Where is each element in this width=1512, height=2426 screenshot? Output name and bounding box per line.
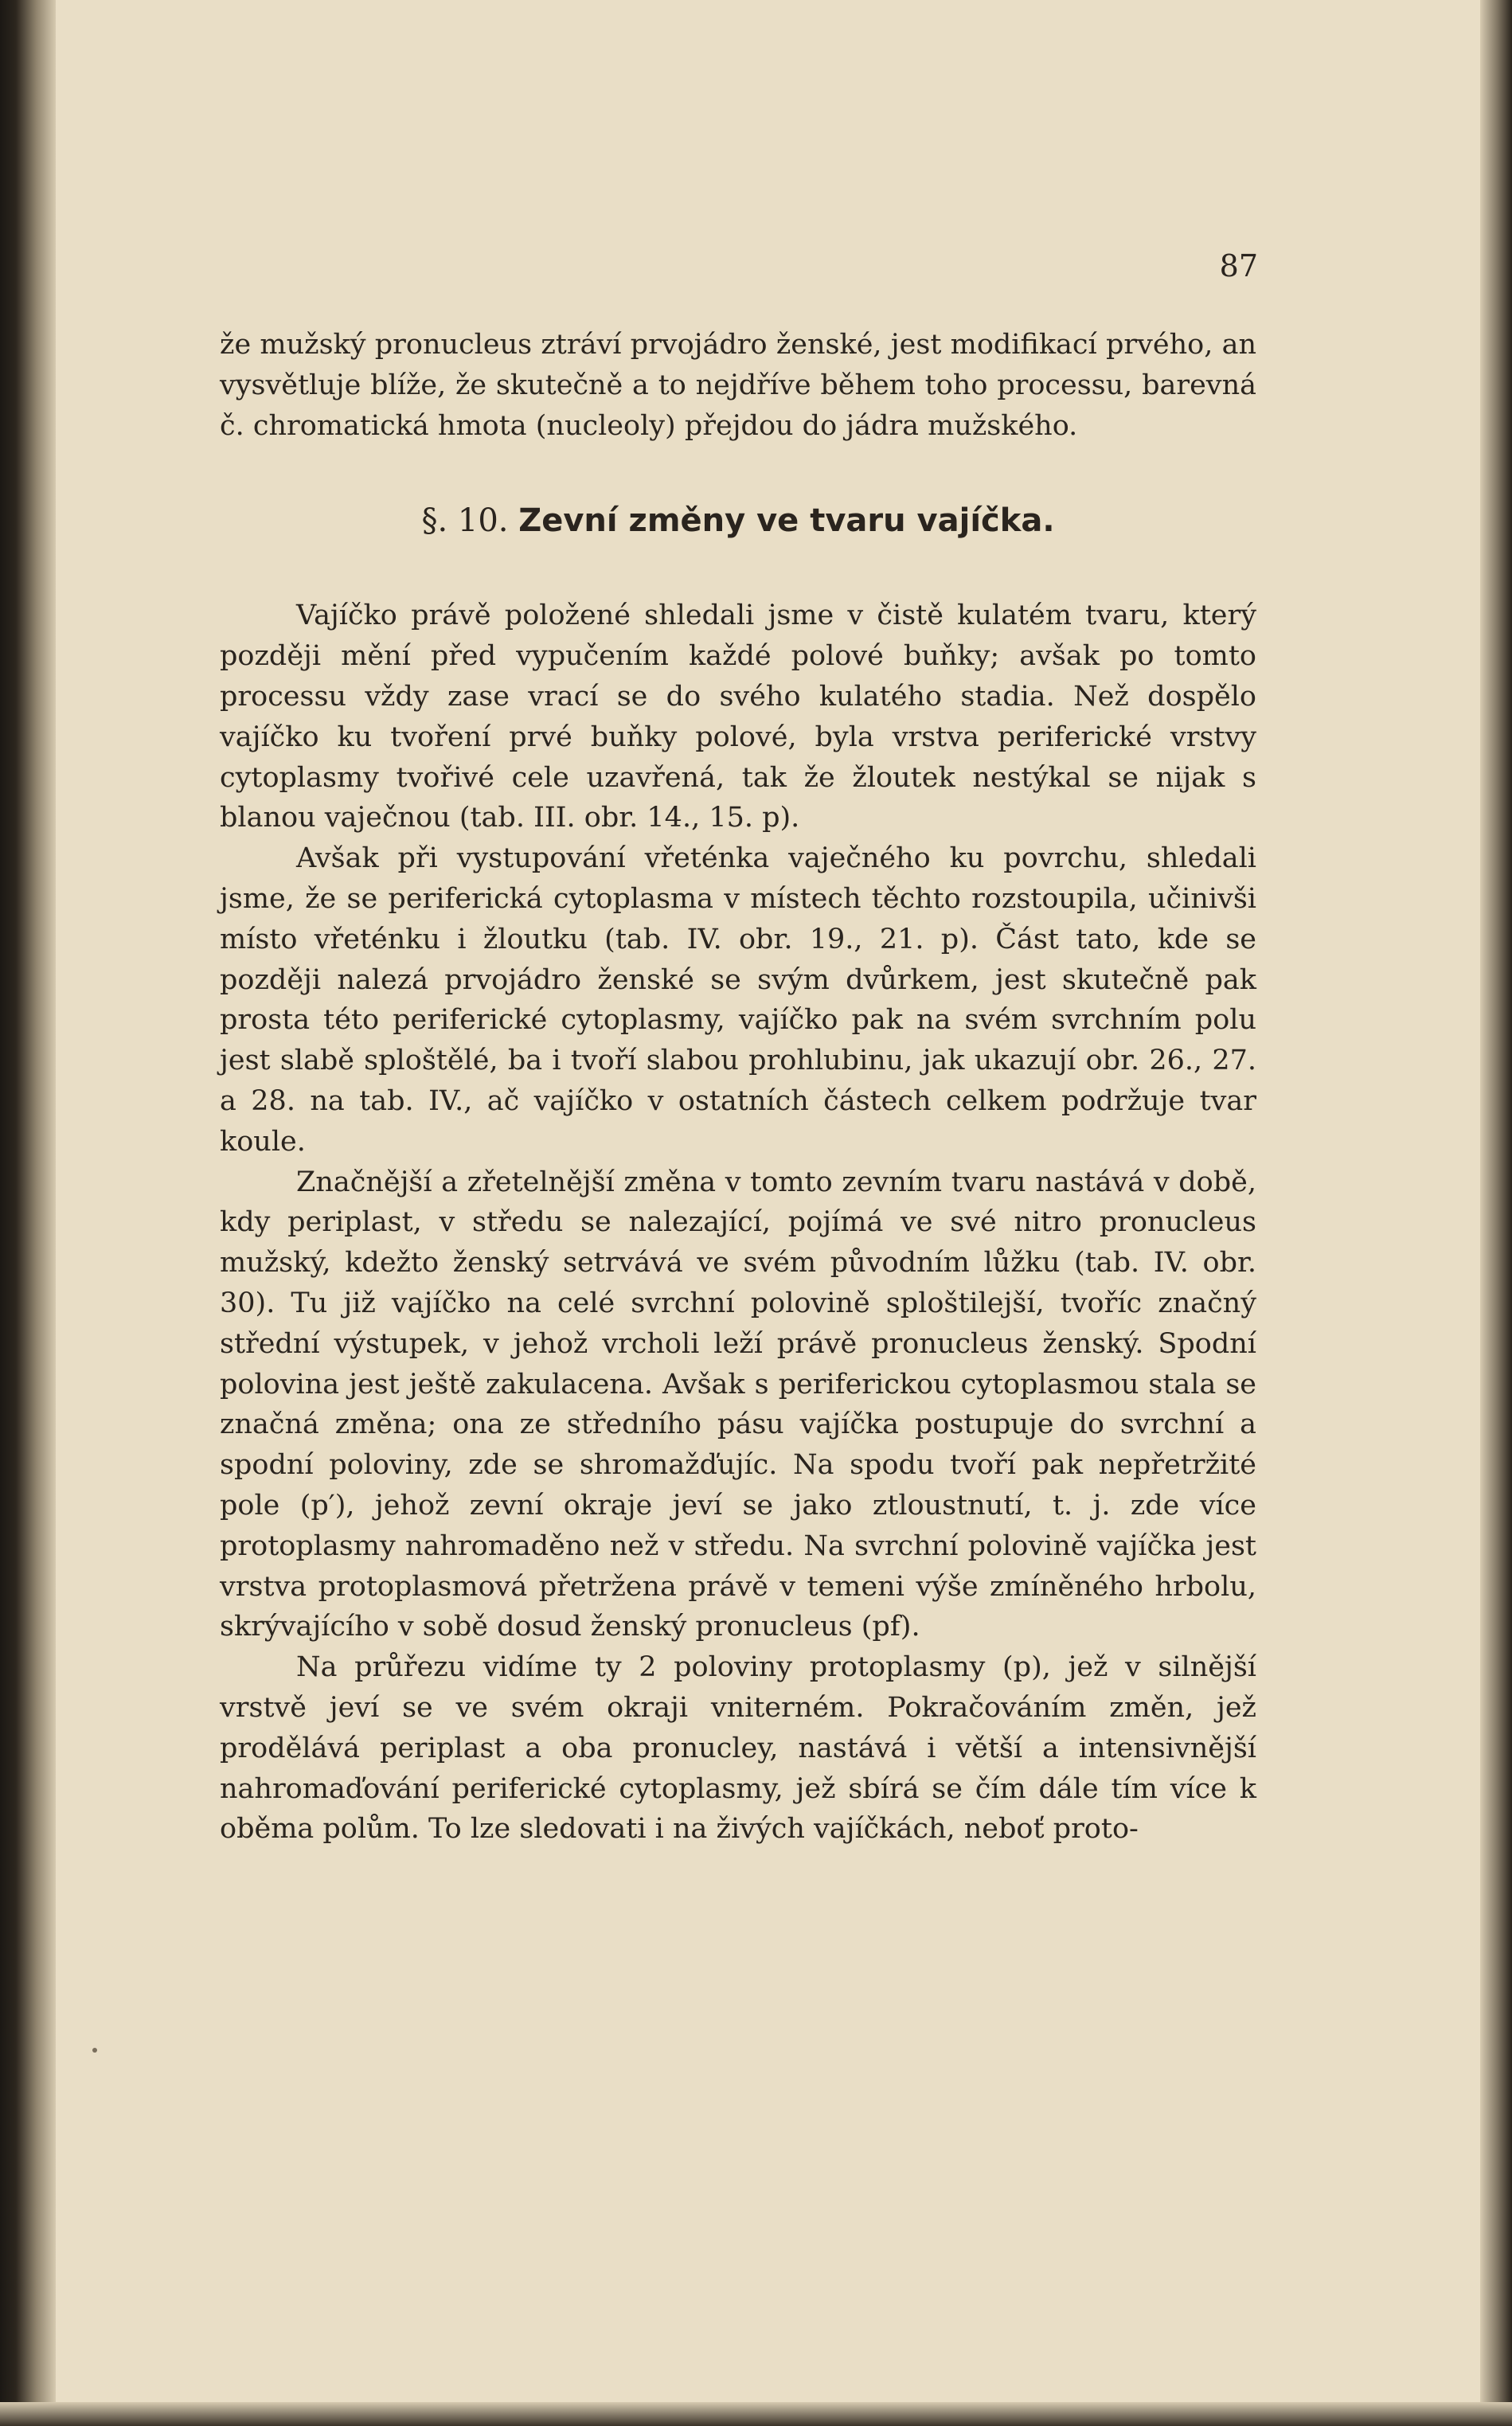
page-number: 87	[1219, 248, 1258, 283]
paper-spot	[92, 2048, 97, 2053]
paragraph-4: Na průřezu vidíme ty 2 poloviny protoplasmy (p), jež v silnější vrstvě jeví se ve svém okraji vniterném. Pokračováním změn, jež prodělává periplast a oba pronucley, nastává i větší a intensivnější nahromaďování periferické cytoplasmy, jež sbírá se čím dále tím více k oběma polům. To lze sledovati i na živých vajíčkách, neboť proto-	[220, 1651, 1256, 1846]
paragraph-3: Značnější a zřetelnější změna v tomto zevním tvaru nastává v době, kdy periplast, v středu se nalezající, pojímá ve své nitro pronucleus mužský, kdežto ženský setrvává ve svém původním lůžku (tab. IV. obr. 30). Tu již vajíčko na celé svrchní polovině sploštilejší, tvoříc značný střední výstupek, v jehož vrcholi leží právě pronucleus ženský. Spodní polovina jest ještě zakulacena. Avšak s periferickou cytoplasmou stala se značná změna; ona ze středního pásu vajíčka postupuje do svrchní a spodní poloviny, zde se shromažďujíc. Na spodu tvoří pak nepřetržité pole (p′), jehož zevní okraje jeví se jako ztloustnutí, t. j. zde více protoplasmy nahromaděno než v středu. Na svrchní polovině vajíčka jest vrstva protoplasmová přetržena právě v temeni výše zmíněného hrbolu, skrývajícího v sobě dosud ženský pronucleus (pf).	[220, 1166, 1256, 1643]
text-column	[220, 325, 1256, 1850]
section-number: §. 10.	[421, 502, 509, 540]
paragraph-1: Vajíčko právě položené shledali jsme v čistě kulatém tvaru, který později mění před vypučením každé polové buňky; avšak po tomto processu vždy zase vrací se do svého kulatého stadia. Než dospělo vajíčko ku tvoření prvé buňky polové, byla vrstva periferické vrstvy cytoplasmy tvořivé cele uzavřená, tak že žloutek nestýkal se nijak s blanou vaječnou (tab. III. obr. 14., 15. p).	[220, 600, 1256, 834]
paragraph-2: Avšak při vystupování vřeténka vaječného ku povrchu, shledali jsme, že se periferická cytoplasma v místech těchto rozstoupila, učinivši místo vřeténku i žloutku (tab. IV. obr. 19., 21. p). Část tato, kde se později nalezá prvojádro ženské se svým dvůrkem, jest skutečně pak prosta této periferické cytoplasmy, vajíčko pak na svém svrchním polu jest slabě sploštělé, ba i tvoří slabou prohlubinu, jak ukazují obr. 26., 27. a 28. na tab. IV., ač vajíčko v ostatních částech celkem podržuje tvar koule.	[220, 842, 1256, 1158]
section-title: Zevní změny ve tvaru vajíčka.	[518, 502, 1055, 540]
section-heading	[220, 446, 1256, 596]
book-edge-right	[1480, 0, 1512, 2426]
book-binding-left	[0, 0, 56, 2426]
book-edge-bottom	[0, 2402, 1512, 2426]
intro-paragraph: že mužský pronucleus ztráví prvojádro ženské, jest modifikací prvého, an vysvětluje blíže, že skutečně a to nejdříve během toho processu, barevná č. chromatická hmota (nucleoly) přejdou do jádra mužského.	[220, 329, 1256, 442]
